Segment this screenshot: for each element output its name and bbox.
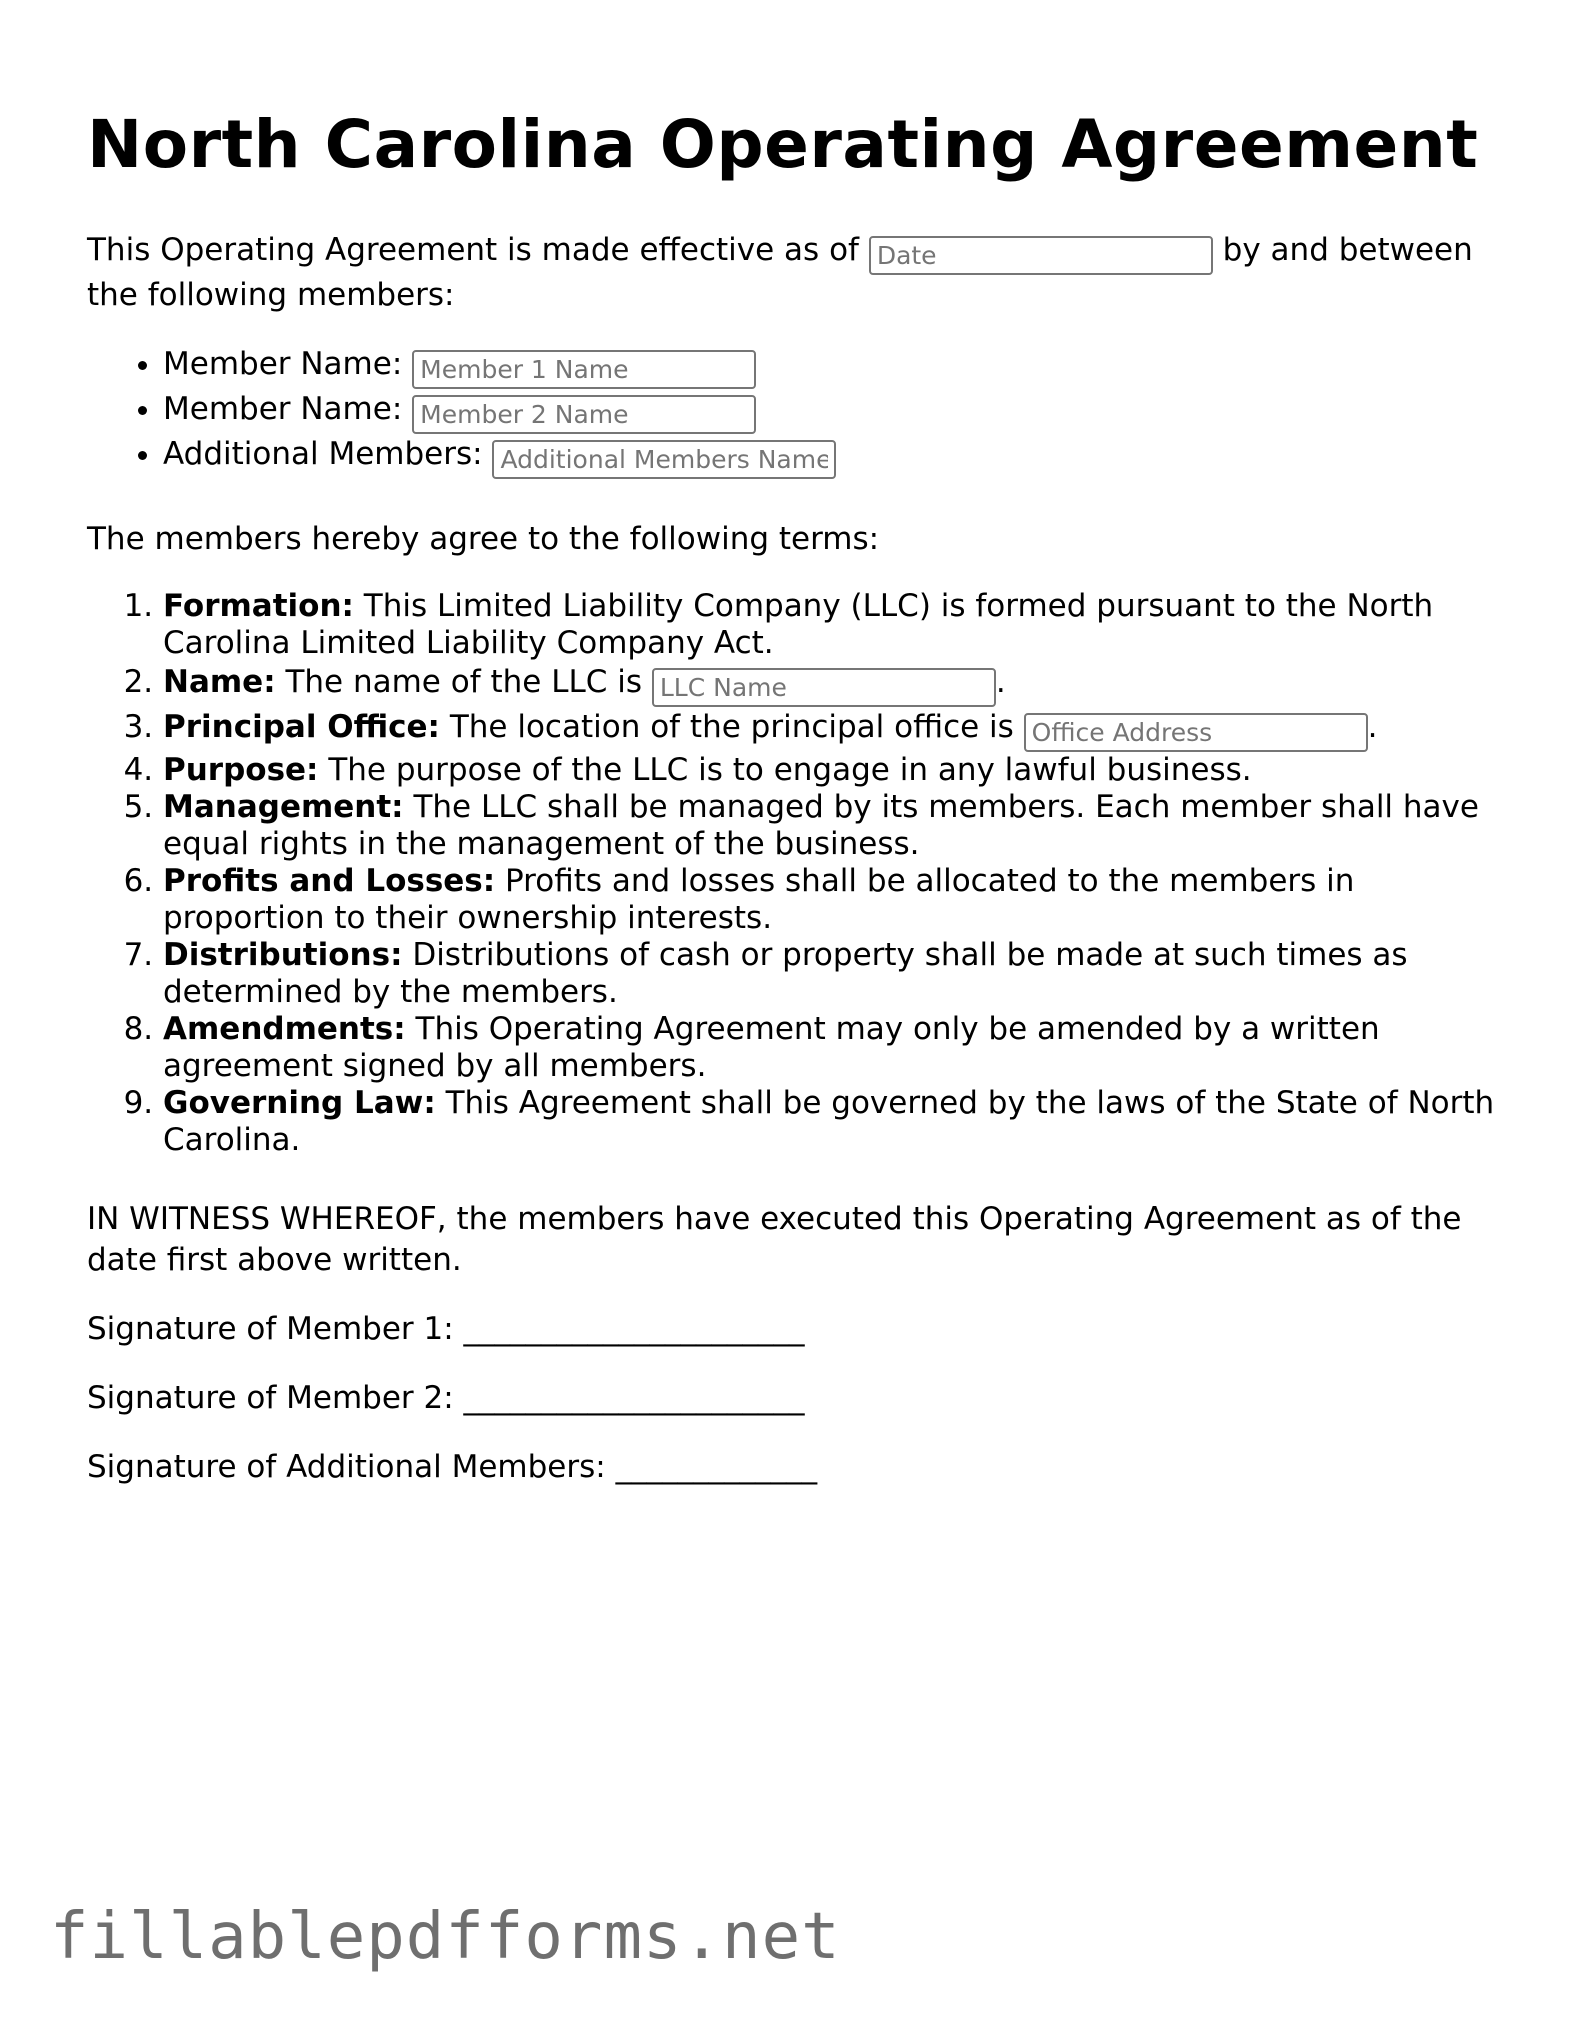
term-text: This Limited Liability Company (LLC) is formed pursuant to the North Carolina Limited Liability Company Act.	[163, 588, 1434, 661]
term-text: This Agreement shall be governed by the laws of the State of North Carolina.	[163, 1085, 1495, 1158]
terms-intro: The members hereby agree to the following terms:	[87, 521, 880, 557]
term-text: The name of the LLC is	[285, 664, 642, 700]
signature-additional-members: Signature of Additional Members: _____________	[87, 1449, 818, 1485]
watermark: fillablepdfforms.net	[50, 1900, 841, 1974]
date-field[interactable]	[869, 236, 1213, 275]
term-item	[163, 937, 1507, 1011]
member-item	[163, 344, 1507, 389]
term-title: Name:	[163, 664, 276, 700]
additional-members-field[interactable]	[492, 440, 836, 479]
intro-paragraph	[87, 230, 1507, 316]
term-title: Principal Office:	[163, 709, 440, 745]
member-item	[163, 389, 1507, 434]
witness-paragraph: IN WITNESS WHEREOF, the members have executed this Operating Agreement as of the date first above written.	[87, 1201, 1462, 1278]
term-item	[163, 588, 1507, 662]
term-item	[163, 662, 1507, 707]
term-title: Management:	[163, 789, 404, 825]
signature-member-2: Signature of Member 2: ______________________	[87, 1380, 805, 1416]
signature-member-1: Signature of Member 1: ______________________	[87, 1311, 805, 1347]
term-title: Governing Law:	[163, 1085, 436, 1121]
term-item	[163, 1085, 1507, 1159]
intro-text-after: by and between the following members:	[87, 232, 1473, 313]
term-period: .	[995, 664, 1006, 700]
members-list	[87, 344, 1507, 479]
term-item	[163, 752, 1507, 789]
term-text: The purpose of the LLC is to engage in any lawful business.	[328, 752, 1252, 788]
term-item	[163, 707, 1507, 752]
member-item	[163, 434, 1507, 479]
term-text: Distributions of cash or property shall be made at such times as determined by the members.	[163, 937, 1408, 1010]
term-title: Formation:	[163, 588, 354, 624]
member-label: Additional Members:	[163, 436, 483, 472]
llc-name-field[interactable]	[652, 668, 996, 707]
term-title: Amendments:	[163, 1011, 406, 1047]
terms-list	[87, 588, 1507, 1159]
member-label: Member Name:	[163, 391, 403, 427]
term-item	[163, 863, 1507, 937]
office-address-field[interactable]	[1024, 713, 1368, 752]
term-text: The location of the principal office is	[449, 709, 1014, 745]
term-text: This Operating Agreement may only be amended by a written agreement signed by all members.	[163, 1011, 1380, 1084]
term-period: .	[1367, 709, 1378, 745]
term-item	[163, 789, 1507, 863]
term-item	[163, 1011, 1507, 1085]
member-1-name-field[interactable]	[412, 350, 756, 389]
term-text: Profits and losses shall be allocated to the members in proportion to their ownership interests.	[163, 863, 1355, 936]
term-title: Profits and Losses:	[163, 863, 496, 899]
term-title: Distributions:	[163, 937, 403, 973]
term-text: The LLC shall be managed by its members. Each member shall have equal rights in the management of the business.	[163, 789, 1479, 862]
term-title: Purpose:	[163, 752, 319, 788]
member-2-name-field[interactable]	[412, 395, 756, 434]
page-title: North Carolina Operating Agreement	[87, 106, 1479, 183]
document-page	[87, 100, 1507, 1516]
member-label: Member Name:	[163, 346, 403, 382]
intro-text-before: This Operating Agreement is made effective as of	[87, 232, 859, 268]
